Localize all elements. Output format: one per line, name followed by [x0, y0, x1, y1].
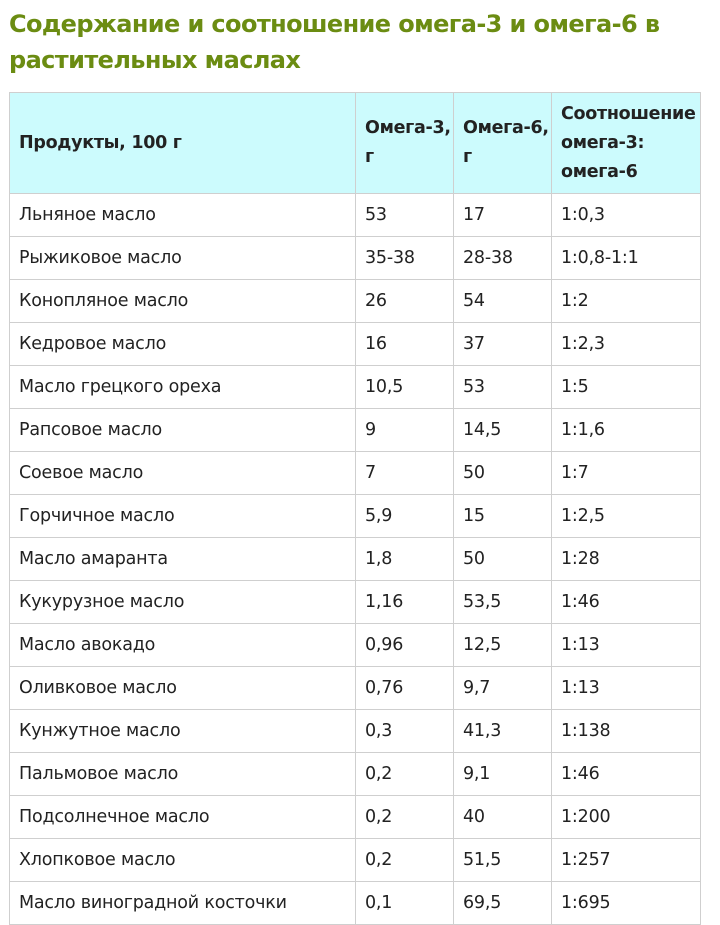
cell-ratio: 1:138 [552, 710, 701, 753]
cell-product: Горчичное масло [10, 495, 356, 538]
cell-product: Масло амаранта [10, 538, 356, 581]
cell-product: Масло грецкого ореха [10, 366, 356, 409]
cell-omega6: 37 [454, 323, 552, 366]
cell-omega3: 9 [356, 409, 454, 452]
cell-omega6: 53 [454, 366, 552, 409]
cell-ratio: 1:13 [552, 667, 701, 710]
cell-omega6: 54 [454, 280, 552, 323]
cell-omega6: 12,5 [454, 624, 552, 667]
cell-omega3: 5,9 [356, 495, 454, 538]
cell-omega3: 0,2 [356, 753, 454, 796]
cell-omega3: 0,3 [356, 710, 454, 753]
table-row [10, 753, 701, 796]
cell-omega3: 1,16 [356, 581, 454, 624]
cell-omega6: 41,3 [454, 710, 552, 753]
cell-ratio: 1:46 [552, 753, 701, 796]
cell-omega3: 35-38 [356, 237, 454, 280]
table-row [10, 194, 701, 237]
cell-omega6: 50 [454, 538, 552, 581]
cell-omega3: 0,1 [356, 882, 454, 925]
cell-product: Рапсовое масло [10, 409, 356, 452]
table-row [10, 839, 701, 882]
cell-ratio: 1:5 [552, 366, 701, 409]
header-omega3: Омега-3, г [356, 93, 454, 194]
table-row [10, 495, 701, 538]
table-row [10, 882, 701, 925]
cell-ratio: 1:2,3 [552, 323, 701, 366]
cell-product: Хлопковое масло [10, 839, 356, 882]
header-omega6: Омега-6, г [454, 93, 552, 194]
cell-product: Соевое масло [10, 452, 356, 495]
cell-product: Оливковое масло [10, 667, 356, 710]
cell-ratio: 1:0,8-1:1 [552, 237, 701, 280]
cell-ratio: 1:695 [552, 882, 701, 925]
cell-omega3: 16 [356, 323, 454, 366]
omega-table [9, 92, 701, 925]
table-row [10, 452, 701, 495]
table-row [10, 624, 701, 667]
table-row [10, 366, 701, 409]
cell-omega6: 9,7 [454, 667, 552, 710]
cell-omega6: 40 [454, 796, 552, 839]
cell-omega3: 26 [356, 280, 454, 323]
cell-omega6: 14,5 [454, 409, 552, 452]
cell-omega3: 10,5 [356, 366, 454, 409]
cell-omega3: 0,96 [356, 624, 454, 667]
cell-ratio: 1:46 [552, 581, 701, 624]
cell-product: Кукурузное масло [10, 581, 356, 624]
header-ratio: Соотношение омега-3: омега-6 [552, 93, 701, 194]
cell-product: Кунжутное масло [10, 710, 356, 753]
table-row [10, 237, 701, 280]
cell-ratio: 1:200 [552, 796, 701, 839]
cell-omega6: 9,1 [454, 753, 552, 796]
cell-product: Масло виноградной косточки [10, 882, 356, 925]
table-row [10, 710, 701, 753]
table-row [10, 280, 701, 323]
cell-ratio: 1:1,6 [552, 409, 701, 452]
cell-omega6: 51,5 [454, 839, 552, 882]
cell-omega3: 53 [356, 194, 454, 237]
table-row [10, 581, 701, 624]
cell-ratio: 1:0,3 [552, 194, 701, 237]
cell-product: Пальмовое масло [10, 753, 356, 796]
cell-omega6: 17 [454, 194, 552, 237]
cell-product: Льняное масло [10, 194, 356, 237]
table-row [10, 409, 701, 452]
cell-omega6: 53,5 [454, 581, 552, 624]
cell-product: Рыжиковое масло [10, 237, 356, 280]
cell-omega6: 50 [454, 452, 552, 495]
header-product: Продукты, 100 г [10, 93, 356, 194]
cell-ratio: 1:13 [552, 624, 701, 667]
cell-ratio: 1:2 [552, 280, 701, 323]
cell-omega3: 0,2 [356, 839, 454, 882]
table-row [10, 796, 701, 839]
cell-product: Подсолнечное масло [10, 796, 356, 839]
cell-omega6: 69,5 [454, 882, 552, 925]
cell-ratio: 1:2,5 [552, 495, 701, 538]
cell-ratio: 1:7 [552, 452, 701, 495]
table-row [10, 538, 701, 581]
table-row [10, 667, 701, 710]
cell-omega3: 1,8 [356, 538, 454, 581]
page-title: Содержание и соотношение омега-3 и омега-6 в растительных маслах [9, 10, 660, 74]
cell-product: Кедровое масло [10, 323, 356, 366]
table-row [10, 323, 701, 366]
cell-ratio: 1:257 [552, 839, 701, 882]
table-header-row [10, 93, 701, 194]
cell-omega3: 7 [356, 452, 454, 495]
cell-omega3: 0,2 [356, 796, 454, 839]
cell-product: Конопляное масло [10, 280, 356, 323]
cell-ratio: 1:28 [552, 538, 701, 581]
cell-omega6: 15 [454, 495, 552, 538]
cell-product: Масло авокадо [10, 624, 356, 667]
cell-omega6: 28-38 [454, 237, 552, 280]
cell-omega3: 0,76 [356, 667, 454, 710]
